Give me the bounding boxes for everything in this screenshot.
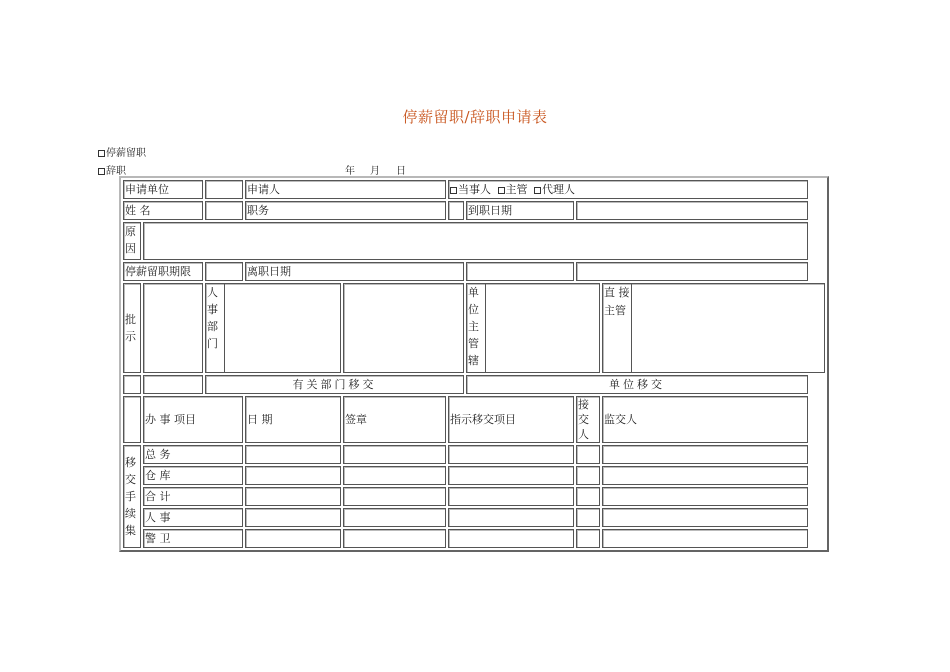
option-label: 辞职 <box>106 166 126 177</box>
hr-char: 人 <box>207 286 218 299</box>
handover-row <box>123 466 825 485</box>
date-field[interactable] <box>245 487 341 506</box>
us-char: 位 <box>468 303 479 316</box>
related-transfer-header: 有关部门移交 <box>205 375 464 394</box>
option-leave-without-pay[interactable] <box>98 144 146 159</box>
approval-char: 示 <box>125 330 136 343</box>
row-transfer-headers <box>123 375 825 394</box>
leave-period-label: 停薪留职期限 <box>123 262 203 281</box>
checkbox-icon[interactable] <box>98 168 105 175</box>
receiver-field[interactable] <box>576 466 600 485</box>
date-field[interactable] <box>245 529 341 548</box>
reason-label <box>123 222 141 260</box>
col-seal: 签章 <box>343 396 446 443</box>
us-char: 辖 <box>468 354 479 367</box>
us-char: 单 <box>468 286 479 299</box>
row-period <box>123 262 825 281</box>
col-indicated-item: 指示移交项目 <box>448 396 574 443</box>
unit-transfer-header: 单位移交 <box>466 375 808 394</box>
leave-period-field[interactable] <box>205 262 243 281</box>
col-item: 办 事 项目 <box>143 396 243 443</box>
apply-unit-label: 申请单位 <box>123 180 203 199</box>
role-option-supervisor: 主管 <box>505 183 528 196</box>
applicant-label: 申请人 <box>245 180 446 199</box>
handover-char: 手 <box>125 490 136 503</box>
handover-label <box>123 445 141 548</box>
reason-char: 因 <box>125 242 136 255</box>
receiver-field[interactable] <box>576 508 600 527</box>
reason-char: 原 <box>125 225 136 238</box>
supervisor-field[interactable] <box>602 529 808 548</box>
handover-row <box>123 508 825 527</box>
hire-date-label: 到职日期 <box>466 201 574 220</box>
handover-item: 仓 库 <box>143 466 243 485</box>
date-year: 年 <box>345 166 355 177</box>
blank-cell <box>123 375 141 394</box>
handover-char: 集 <box>125 524 136 537</box>
hr-char: 部 <box>207 320 218 333</box>
row-column-headers <box>123 396 825 443</box>
blank-cell[interactable] <box>576 262 808 281</box>
direct-supervisor-label: 直 接 主管 <box>603 284 632 372</box>
hr-dept-field[interactable] <box>225 284 341 372</box>
direct-supervisor-cell <box>602 283 825 373</box>
handover-item: 人 事 <box>143 508 243 527</box>
indicated-item-field[interactable] <box>448 466 574 485</box>
position-label: 职务 <box>245 201 446 220</box>
seal-field[interactable] <box>343 508 446 527</box>
hr-char: 事 <box>207 303 218 316</box>
seal-field[interactable] <box>343 466 446 485</box>
approval-middle-field[interactable] <box>343 283 464 373</box>
direct-supervisor-field[interactable] <box>632 284 825 372</box>
handover-item: 总 务 <box>143 445 243 464</box>
supervisor-field[interactable] <box>602 445 808 464</box>
blank-cell <box>123 396 141 443</box>
indicated-item-field[interactable] <box>448 508 574 527</box>
resign-date-field[interactable] <box>466 262 574 281</box>
date-field[interactable] <box>245 508 341 527</box>
handover-item: 合 计 <box>143 487 243 506</box>
date-field[interactable] <box>245 466 341 485</box>
handover-char: 交 <box>125 473 136 486</box>
receiver-field[interactable] <box>576 529 600 548</box>
row-approval <box>123 283 825 373</box>
checkbox-icon[interactable] <box>498 187 505 194</box>
option-resign[interactable] <box>98 162 126 177</box>
checkbox-icon[interactable] <box>450 187 457 194</box>
option-label: 停薪留职 <box>106 148 146 159</box>
indicated-item-field[interactable] <box>448 445 574 464</box>
col-date: 日 期 <box>245 396 341 443</box>
unit-supervisor-label <box>467 284 486 372</box>
role-option-party: 当事人 <box>458 183 491 196</box>
hr-dept-label <box>206 284 225 372</box>
checkbox-icon[interactable] <box>534 187 541 194</box>
name-label: 姓 名 <box>123 201 203 220</box>
application-form-table <box>119 176 829 552</box>
approval-char: 批 <box>125 313 136 326</box>
receiver-field[interactable] <box>576 445 600 464</box>
approval-label <box>123 283 141 373</box>
handover-char: 续 <box>125 507 136 520</box>
hr-dept-cell <box>205 283 341 373</box>
handover-item: 警 卫 <box>143 529 243 548</box>
reason-field[interactable] <box>143 222 808 260</box>
col-receiver: 接 交 人 <box>576 396 600 443</box>
role-options <box>448 180 808 199</box>
handover-row <box>123 487 825 506</box>
row-applicant <box>123 180 825 199</box>
position-field[interactable] <box>448 201 464 220</box>
approval-field[interactable] <box>143 283 203 373</box>
handover-row <box>123 529 825 548</box>
unit-supervisor-cell <box>466 283 600 373</box>
us-char: 管 <box>468 337 479 350</box>
handover-char: 移 <box>125 456 136 469</box>
receiver-field[interactable] <box>576 487 600 506</box>
checkbox-icon[interactable] <box>98 150 105 157</box>
handover-row <box>123 445 825 464</box>
date-day: 日 <box>396 166 406 177</box>
col-supervisor: 监交人 <box>602 396 808 443</box>
supervisor-field[interactable] <box>602 466 808 485</box>
unit-supervisor-field[interactable] <box>486 284 600 372</box>
name-field[interactable] <box>205 201 243 220</box>
indicated-item-field[interactable] <box>448 529 574 548</box>
date-month: 月 <box>370 166 380 177</box>
row-reason <box>123 222 825 260</box>
seal-field[interactable] <box>343 445 446 464</box>
apply-unit-field[interactable] <box>205 180 243 199</box>
hr-char: 门 <box>207 337 218 350</box>
supervisor-field[interactable] <box>602 487 808 506</box>
row-name <box>123 201 825 220</box>
blank-cell <box>143 375 203 394</box>
seal-field[interactable] <box>343 529 446 548</box>
seal-field[interactable] <box>343 487 446 506</box>
page-title: 停薪留职/辞职申请表 <box>402 108 548 126</box>
supervisor-field[interactable] <box>602 508 808 527</box>
role-option-agent: 代理人 <box>542 183 575 196</box>
resign-date-label: 离职日期 <box>245 262 464 281</box>
hire-date-field[interactable] <box>576 201 808 220</box>
date-field[interactable] <box>245 445 341 464</box>
indicated-item-field[interactable] <box>448 487 574 506</box>
us-char: 主 <box>468 320 479 333</box>
